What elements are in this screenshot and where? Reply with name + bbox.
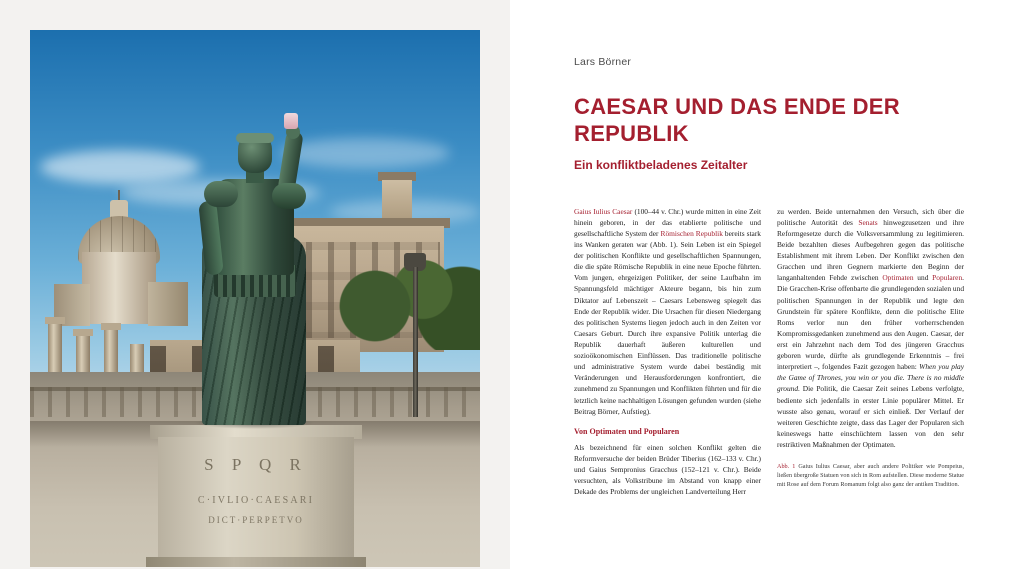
text-columns: [574, 206, 964, 504]
right-page: [510, 0, 1020, 569]
ruin-column-capital: [45, 317, 65, 324]
laurel-wreath: [236, 133, 274, 143]
caption-label: Abb. 1: [777, 463, 796, 471]
ruin-column-capital: [101, 323, 121, 330]
text-column-right: [777, 206, 964, 504]
highlighted-term: Popularen: [932, 273, 963, 283]
cloud-shape: [40, 150, 200, 184]
page-title: CAESAR UND DAS ENDE DER REPUBLIK: [574, 94, 900, 146]
author-byline: Lars Börner: [574, 56, 632, 68]
highlighted-term: Römischen Republik: [660, 228, 723, 238]
text-run: . Die Gracchen-Krise offenbarte die grundlegenden sozialen und politischen Spannungen in der Republik und legte den Grundstein für spätere Konflikte, denn die politische Elite Roms verlor nun den früher vorherrschenden Kompromissgedanken zunehmend aus den Augen. Caesar, der erst ein Jahrzehnt nach dem Tod des jüngeren Gracchus geboren wurde, dürfte als grundlegende Erkenntnis – frei interpretiert –, folgendes Fazit gezogen haben:: [777, 273, 965, 372]
statue-right-shoulder: [272, 183, 306, 209]
text-run: Als bezeichnend für einen solchen Konflikt gelten die Reformversuche der beiden Brüder Tiberius (162–133 v. Chr.) und Gaius Sempronius Gracchus (152–121 v. Chr.). Beide versuchten, als Volkstribune im Abstand von knapp einer Dekade des Problems der ungleichen Landverteilung Herr: [574, 442, 761, 497]
ruin-column-capital: [73, 329, 93, 336]
italic-quote: When you play the Game of Thrones, you win or you die. There is no middle ground.: [777, 362, 965, 394]
caesar-statue-photo: [30, 30, 480, 567]
caesar-bronze-statue: [180, 95, 330, 425]
rose-flower: [284, 113, 298, 129]
inscription-line-1: S P Q R: [204, 455, 308, 474]
text-run: bereits stark ins Wanken geraten war (Abb. 1). Sein Leben ist ein Spiegel der politischen Konflikte und gesellschaftlichen Spannungen, die die späte Römische Republik in eine neue Epoche führten. Vom jungen, ehrgeizigen Politiker, der seine Laufbahn im Spannungsfeld mächtiger Akteure begann, bis hin zum Diktator auf Lebenszeit – Caesars Lebensweg spiegelt das Ende der Republik wider. Die Ursachen für diesen Niedergang des politischen Systems liegen jedoch auch in den Zeiten vor Caesars Geburt. Durch ihre expansive Politik unterlag die Republik dauerhaft äußeren kulturellen und sozioökonomischen Einflüssen. Das traditionelle politische und administrative System wurde dabei beständig mit Veränderungen und Herausforderungen konfrontiert, die zunehmend zu Spannungen und Konflikten führten und für die letztlich keine nachhaltigen Lösungen gefunden wurden (siehe Beitrag Börner, Aufstieg).: [574, 228, 761, 416]
street-lamp-pole: [413, 267, 418, 417]
highlighted-term: Gaius Iulius Caesar: [574, 206, 633, 216]
page-subtitle: Ein konfliktbeladenes Zeitalter: [574, 157, 748, 172]
highlighted-term: Optimaten: [882, 273, 914, 283]
figure-caption: [777, 462, 964, 490]
text-run: und: [913, 273, 933, 283]
text-run: (100–44 v. Chr.) wurde mitten in eine Zeit hinein geboren, in der das etablierte politische und gesellschaftliche System der: [574, 206, 761, 238]
paragraph: [574, 442, 761, 498]
statue-left-shoulder: [204, 181, 238, 207]
text-column-left: [574, 206, 761, 504]
inscription-line-2: C·IVLIO·CAESARI: [197, 495, 315, 506]
paragraph: [574, 206, 761, 417]
text-run: hinwegzusetzen und ihre Reformgesetze durch die Volksversammlung zu legitimieren. Beide bezahlten dieses Aufbegehren gegen das politische Establishment mit ihrem Leben. Der Konflikt zwischen den Gracchen und ihren Gegnern markierte den Beginn der langanhaltenden Fehde zwischen: [777, 217, 964, 283]
pedestal-inscription: [158, 437, 354, 559]
section-heading: Von Optimaten und Popularen: [574, 426, 680, 436]
inscription-line-3: DICT·PERPETVO: [208, 515, 304, 525]
caption-text: Gaius Iulius Caesar, aber auch andere Politiker wie Pompeius, ließen übergroße Statuen von sich in Rom aufstellen. Diese moderne Statue mit Rose auf dem Forum Romanum folgt also ganz der antiken Tradition.: [777, 463, 965, 489]
highlighted-term: Senats: [858, 217, 878, 227]
text-run: Die Politik, die Caesar Zeit seines Lebens verfolgte, bediente sich jedenfalls in erster Linie populärer Mittel. Er wusste also genau, worauf er sich einließ. Der Verlauf der weiteren Geschichte zeigte, dass das Lager der Popularen sich keineswegs hatte einschüchtern lassen von den sehr restriktiven Maßnahmen der Optimaten.: [777, 384, 964, 449]
paragraph: [777, 206, 964, 450]
text-run: zu werden. Beide unternahmen den Versuch, sich über die politische Autorität des: [777, 206, 964, 227]
